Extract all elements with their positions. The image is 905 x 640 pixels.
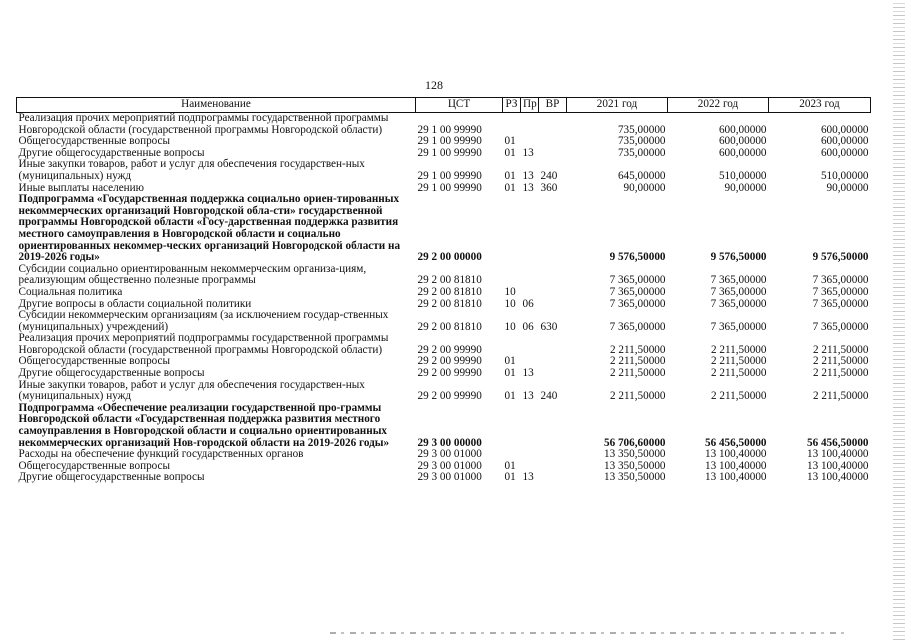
row-vr xyxy=(539,461,567,473)
row-2023: 7 365,00000 xyxy=(812,297,869,310)
header-2023: 2023 год xyxy=(769,98,871,113)
table-row xyxy=(17,403,871,449)
row-name: Другие вопросы в области социальной политики xyxy=(18,297,252,310)
row-2022: 13 100,40000 xyxy=(704,448,767,461)
header-cst: ЦСТ xyxy=(416,98,503,113)
row-pr: 13 xyxy=(522,367,534,380)
page-number: 128 xyxy=(425,78,443,92)
row-cst: 29 2 00 00000 xyxy=(417,251,482,264)
row-name: Общегосударственные вопросы xyxy=(18,135,171,148)
row-2021: 9 576,50000 xyxy=(609,251,666,264)
row-rz: 01 xyxy=(504,169,516,182)
row-2021: 735,00000 xyxy=(617,135,666,148)
row-vr xyxy=(539,113,567,137)
row-vr xyxy=(539,449,567,461)
row-2021: 2 211,50000 xyxy=(609,390,666,403)
budget-table xyxy=(16,97,871,484)
row-rz: 01 xyxy=(504,471,516,484)
row-vr xyxy=(539,287,567,299)
row-rz: 10 xyxy=(504,320,516,333)
header-rz: РЗ xyxy=(503,98,521,113)
row-2022: 13 100,40000 xyxy=(704,471,767,484)
row-pr: 06 xyxy=(522,320,534,333)
row-cst: 29 2 00 81810 xyxy=(417,285,482,298)
row-name: Реализация прочих мероприятий подпрограммы государственной программы Новгородской области (государственной программы Новгородской области) xyxy=(18,112,389,136)
row-name: Подпрограмма «Государственная поддержка социально ориен-тированных некоммерческих организаций Новгородской обла-сти» государственной программы Новгородской области «Госу-дарственная поддержка развития местного самоуправления в Новгородской области и социально ориентированных некоммер-ческих организаций Новгородской области на 2019-2026 годы» xyxy=(18,193,401,264)
header-pr: Пр xyxy=(521,98,539,113)
table-row xyxy=(17,287,871,299)
row-2021: 2 211,50000 xyxy=(609,367,666,380)
row-rz xyxy=(503,264,521,287)
row-2021: 2 211,50000 xyxy=(609,343,666,356)
table-row xyxy=(17,380,871,403)
row-2022: 2 211,50000 xyxy=(710,367,767,380)
table-row xyxy=(17,264,871,287)
row-2023: 510,00000 xyxy=(820,169,869,182)
row-pr: 13 xyxy=(522,169,534,182)
row-2023: 2 211,50000 xyxy=(812,390,869,403)
row-vr: 240 xyxy=(540,390,558,403)
row-cst: 29 2 00 99990 xyxy=(417,367,482,380)
row-cst: 29 2 00 81810 xyxy=(417,274,482,287)
header-2021: 2021 год xyxy=(567,98,668,113)
row-name: Другие общегосударственные вопросы xyxy=(18,367,205,380)
row-name: Расходы на обеспечение функций государственных органов xyxy=(18,448,304,461)
row-2023: 13 100,40000 xyxy=(806,459,869,472)
row-name: Иные выплаты населению xyxy=(18,181,144,194)
row-cst: 29 2 00 99990 xyxy=(417,390,482,403)
row-2023: 2 211,50000 xyxy=(812,367,869,380)
row-vr xyxy=(539,148,567,160)
row-2023: 600,00000 xyxy=(820,123,869,136)
row-vr xyxy=(539,333,567,356)
row-2022: 13 100,40000 xyxy=(704,459,767,472)
table-row xyxy=(17,472,871,484)
row-pr xyxy=(521,333,539,356)
row-rz: 01 xyxy=(504,390,516,403)
row-vr xyxy=(539,264,567,287)
row-name: Иные закупки товаров, работ и услуг для обеспечения государствен-ных (муниципальных) нужд xyxy=(18,158,365,182)
row-2022: 2 211,50000 xyxy=(710,390,767,403)
row-name: Социальная политика xyxy=(18,285,123,298)
row-rz: 01 xyxy=(504,355,516,368)
row-cst: 29 3 00 01000 xyxy=(417,448,482,461)
row-2022: 2 211,50000 xyxy=(710,355,767,368)
row-name: Другие общегосударственные вопросы xyxy=(18,146,205,159)
row-cst: 29 2 00 99990 xyxy=(417,343,482,356)
row-vr xyxy=(539,194,567,264)
row-vr: 240 xyxy=(540,169,558,182)
header-vr: ВР xyxy=(539,98,567,113)
row-rz xyxy=(503,403,521,449)
row-2021: 645,00000 xyxy=(617,169,666,182)
table-header-row xyxy=(17,98,871,113)
row-rz xyxy=(503,333,521,356)
row-name: Иные закупки товаров, работ и услуг для обеспечения государствен-ных (муниципальных) нужд xyxy=(18,378,365,403)
row-name: Другие общегосударственные вопросы xyxy=(18,471,205,484)
row-2021: 13 350,50000 xyxy=(603,448,666,461)
row-2022: 90,00000 xyxy=(724,181,767,194)
row-rz: 01 xyxy=(504,135,516,148)
row-cst: 29 2 00 81810 xyxy=(417,297,482,310)
row-pr: 13 xyxy=(522,181,534,194)
row-2023: 13 100,40000 xyxy=(806,448,869,461)
row-name: Субсидии социально ориентированным некоммерческим организа-циям, реализующим общественно полезные программы xyxy=(18,262,367,287)
row-rz: 10 xyxy=(504,285,516,298)
row-2021: 2 211,50000 xyxy=(609,355,666,368)
row-pr xyxy=(521,194,539,264)
row-cst: 29 2 00 81810 xyxy=(417,320,482,333)
table-row xyxy=(17,194,871,264)
row-pr: 06 xyxy=(522,297,534,310)
row-rz: 01 xyxy=(504,459,516,472)
row-rz xyxy=(503,113,521,137)
row-rz: 01 xyxy=(504,146,516,159)
row-vr xyxy=(539,299,567,311)
row-2022: 7 365,00000 xyxy=(710,297,767,310)
table-row xyxy=(17,113,871,137)
row-2022: 7 365,00000 xyxy=(710,320,767,333)
row-cst: 29 1 00 99990 xyxy=(417,146,482,159)
row-name: Подпрограмма «Обеспечение реализации государственной про-граммы Новгородской области «Государственная поддержка развития местного самоуправления в Новгородской области и социально ориентированных некоммерческих организаций Нов-городской области на 2019-2026 годы» xyxy=(18,401,390,449)
row-rz xyxy=(503,194,521,264)
row-2021: 13 350,50000 xyxy=(603,471,666,484)
row-cst: 29 3 00 00000 xyxy=(417,436,482,449)
row-2023: 90,00000 xyxy=(826,181,869,194)
row-rz: 01 xyxy=(504,367,516,380)
row-vr xyxy=(539,368,567,380)
row-rz: 10 xyxy=(504,297,516,310)
row-2023: 56 456,50000 xyxy=(806,436,869,449)
row-2021: 7 365,00000 xyxy=(609,274,666,287)
row-2022: 600,00000 xyxy=(718,135,767,148)
row-name: Общегосударственные вопросы xyxy=(18,355,171,368)
table-row xyxy=(17,368,871,380)
row-cst: 29 1 00 99990 xyxy=(417,123,482,136)
row-vr: 360 xyxy=(540,181,558,194)
row-2022: 2 211,50000 xyxy=(710,343,767,356)
row-2023: 600,00000 xyxy=(820,146,869,159)
row-2022: 510,00000 xyxy=(718,169,767,182)
row-cst: 29 1 00 99990 xyxy=(417,169,482,182)
row-2023: 7 365,00000 xyxy=(812,274,869,287)
row-cst: 29 3 00 01000 xyxy=(417,459,482,472)
row-pr: 13 xyxy=(522,146,534,159)
row-vr xyxy=(539,356,567,368)
row-pr xyxy=(521,403,539,449)
row-2023: 13 100,40000 xyxy=(806,471,869,484)
row-name: Субсидии некоммерческим организациям (за исключением государ-ственных (муниципальных) учреждений) xyxy=(18,309,389,333)
row-2023: 2 211,50000 xyxy=(812,343,869,356)
row-2023: 2 211,50000 xyxy=(812,355,869,368)
row-pr: 13 xyxy=(522,390,534,403)
scan-bottom-artifact xyxy=(330,632,850,634)
row-2021: 7 365,00000 xyxy=(609,297,666,310)
row-2023: 9 576,50000 xyxy=(812,251,869,264)
row-2023: 7 365,00000 xyxy=(812,320,869,333)
row-pr: 13 xyxy=(522,471,534,484)
row-name: Общегосударственные вопросы xyxy=(18,459,171,472)
row-vr xyxy=(539,403,567,449)
row-2022: 7 365,00000 xyxy=(710,274,767,287)
header-2022: 2022 год xyxy=(668,98,769,113)
row-2021: 7 365,00000 xyxy=(609,320,666,333)
row-pr xyxy=(521,287,539,299)
row-pr xyxy=(521,264,539,287)
row-2021: 13 350,50000 xyxy=(603,459,666,472)
table-row xyxy=(17,159,871,182)
row-name: Реализация прочих мероприятий подпрограммы государственной программы Новгородской области (государственной программы Новгородской области) xyxy=(18,332,389,356)
row-rz: 01 xyxy=(504,181,516,194)
row-vr xyxy=(539,472,567,484)
row-2021: 90,00000 xyxy=(623,181,666,194)
row-2023: 7 365,00000 xyxy=(812,285,869,298)
scan-edge-artifact xyxy=(893,0,905,640)
header-name: Наименование xyxy=(17,98,416,113)
row-vr: 630 xyxy=(540,320,558,333)
row-cst: 29 2 00 99990 xyxy=(417,355,482,368)
row-cst: 29 3 00 01000 xyxy=(417,471,482,484)
table-row xyxy=(17,310,871,333)
row-pr xyxy=(521,113,539,137)
row-vr xyxy=(539,136,567,148)
table-row xyxy=(17,333,871,356)
row-2021: 735,00000 xyxy=(617,146,666,159)
row-2021: 56 706,60000 xyxy=(603,436,666,449)
row-2022: 56 456,50000 xyxy=(704,436,767,449)
row-cst: 29 1 00 99990 xyxy=(417,181,482,194)
row-pr xyxy=(521,449,539,461)
row-2022: 600,00000 xyxy=(718,123,767,136)
row-2023: 600,00000 xyxy=(820,135,869,148)
table-body xyxy=(17,113,871,485)
row-2021: 7 365,00000 xyxy=(609,285,666,298)
row-2021: 735,00000 xyxy=(617,123,666,136)
row-2022: 600,00000 xyxy=(718,146,767,159)
row-2022: 7 365,00000 xyxy=(710,285,767,298)
row-2022: 9 576,50000 xyxy=(710,251,767,264)
row-cst: 29 1 00 99990 xyxy=(417,135,482,148)
